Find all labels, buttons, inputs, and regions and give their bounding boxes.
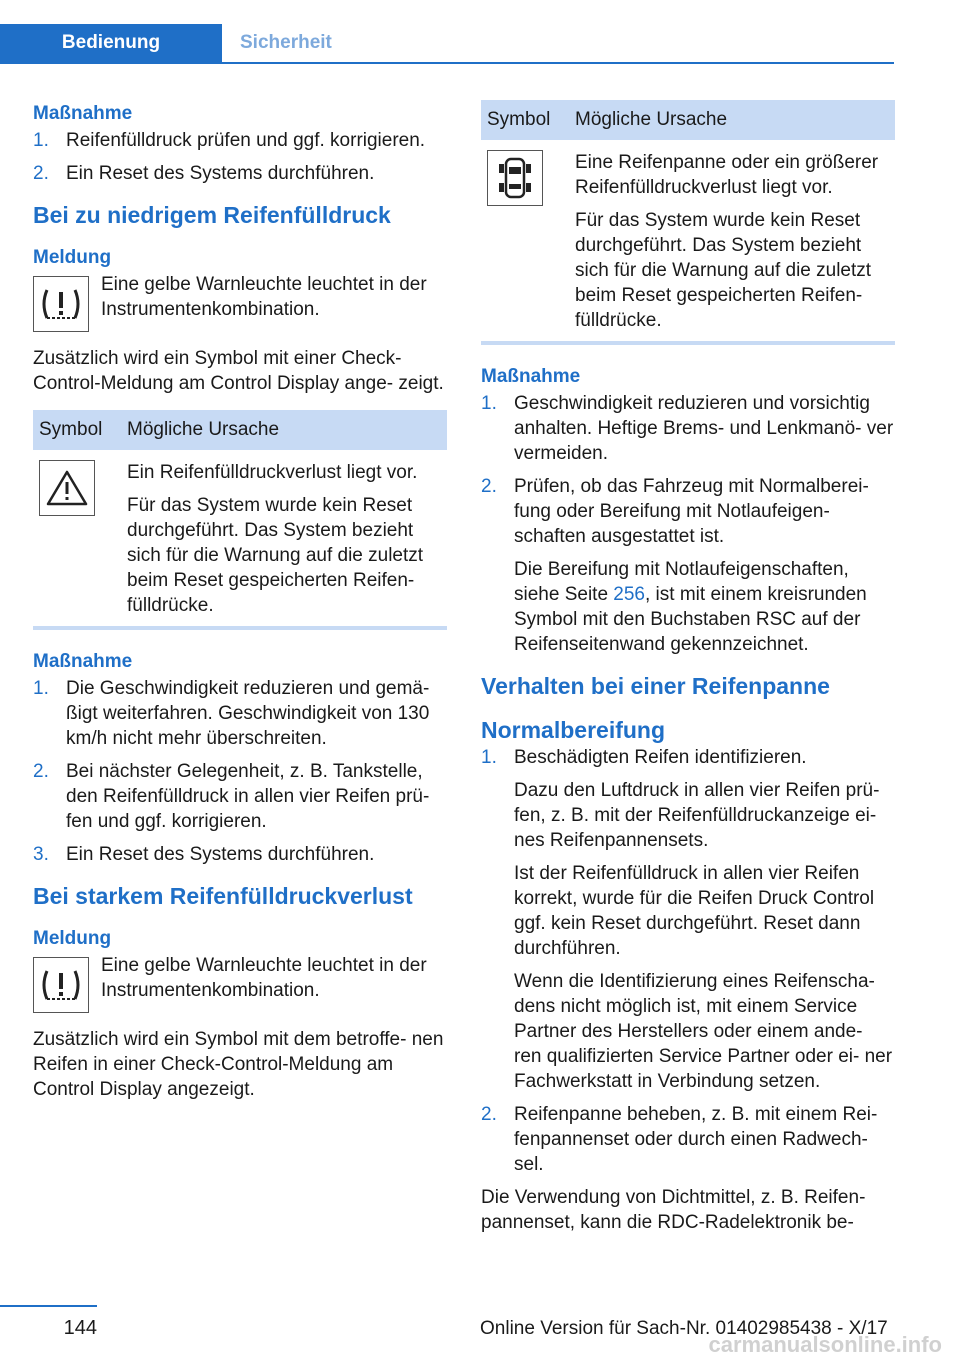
tire-pressure-warning-icon <box>33 276 89 332</box>
warning-text: Eine gelbe Warnleuchte leuchtet in der Instrumentenkombination. <box>101 955 427 1001</box>
car-tire-icon <box>487 150 543 206</box>
massnahme-steps <box>33 676 447 867</box>
step-number: 2. <box>33 163 49 184</box>
massnahme-label: Maßnahme <box>33 651 133 672</box>
normal-steps <box>481 745 895 1177</box>
list-item <box>481 745 895 1094</box>
step-subtext: Wenn die Identifizierung eines Reifenscha- dens nicht möglich ist, mit einem Service Partner des Herstellers oder einem ande- ren qualifizierten Service Partner oder ei- ner Fachwerkstatt in Verbindung setzen. <box>514 971 893 1092</box>
text-segment: , ist mit einem kreisrunden Symbol mit den Buchstaben RSC auf der Reifenseitenwand gekennzeichnet. <box>514 584 867 655</box>
step-text: Ein Reset des Systems durchführen. <box>66 844 375 865</box>
table-cell-text: Für das System wurde kein Reset durchgeführt. Das System bezieht sich für die Warnung auf die zuletzt beim Reset gespeicherten Reifen- fülldrücke. <box>575 210 872 331</box>
paragraph: Zusätzlich wird ein Symbol mit einer Check-Control-Meldung am Control Display ange- zeigt. <box>33 348 444 394</box>
footer-text: Online Version für Sach-Nr. 01402985438 - X/17 <box>480 1318 888 1339</box>
section-heading-low-pressure: Bei zu niedrigem Reifenfülldruck <box>33 202 391 228</box>
table-header-symbol: Symbol <box>33 410 121 450</box>
step-number: 1. <box>33 678 49 699</box>
step-subtext: Ist der Reifenfülldruck in allen vier Reifen korrekt, wurde für die Reifen Druck Control ggf. kein Reset durchgeführt. Reset dann durchführen. <box>514 863 875 959</box>
section-heading-strong-loss: Bei starkem Reifenfülldruckverlust <box>33 883 413 909</box>
text-segment: Die Bereifung mit Notlaufeigenschaften, siehe Seite <box>514 559 849 605</box>
step-text: Reifenfülldruck prüfen und ggf. korrigieren. <box>66 130 426 151</box>
chapter-tabs <box>0 24 894 64</box>
massnahme-steps <box>481 391 895 657</box>
section-heading-normal-tires: Normalbereifung <box>481 717 666 743</box>
list-item <box>481 474 895 657</box>
massnahme-steps <box>33 128 447 186</box>
list-item <box>33 161 447 186</box>
step-text: Beschädigten Reifen identifizieren. <box>514 747 807 768</box>
step-subtext: Dazu den Luftdruck in allen vier Reifen prü- fen, z. B. mit der Reifenfülldruckanzeige ei- nes Reifenpannensets. <box>514 780 880 851</box>
step-number: 2. <box>33 761 49 782</box>
step-text: Reifenpanne beheben, z. B. mit einem Rei- fenpannenset oder durch einen Radwech- sel. <box>514 1104 878 1175</box>
massnahme-label: Maßnahme <box>33 103 133 124</box>
table-cell-text: Für das System wurde kein Reset durchgeführt. Das System bezieht sich für die Warnung auf die zuletzt beim Reset gespeicherten Reifen- fülldrücke. <box>127 495 424 616</box>
step-text: Die Geschwindigkeit reduzieren und gemä- ßigt weiterfahren. Geschwindigkeit von 130 km/h nicht mehr überschreiten. <box>66 678 430 749</box>
step-text: Prüfen, ob das Fahrzeug mit Normalberei- fung oder Bereifung mit Notlaufeigen- schaften ausgestattet ist. <box>514 476 869 547</box>
list-item <box>481 391 895 466</box>
step-number: 1. <box>481 393 497 414</box>
left-column <box>33 100 447 1102</box>
table-cell-text: Eine Reifenpanne oder ein größerer Reifenfülldruckverlust liegt vor. <box>575 152 879 198</box>
warning-triangle-icon <box>39 460 95 516</box>
step-text: Bei nächster Gelegenheit, z. B. Tankstelle, den Reifenfülldruck in allen vier Reifen prü- fen und ggf. korrigieren. <box>66 761 430 832</box>
cause-table <box>33 410 447 630</box>
paragraph: Die Verwendung von Dichtmittel, z. B. Reifen- pannenset, kann die RDC-Radelektronik be- <box>481 1187 866 1233</box>
table-cell-text: Ein Reifenfülldruckverlust liegt vor. <box>127 462 418 483</box>
tire-pressure-warning-icon <box>33 957 89 1013</box>
step-number: 3. <box>33 844 49 865</box>
warning-text: Eine gelbe Warnleuchte leuchtet in der Instrumentenkombination. <box>101 274 427 320</box>
step-text: Geschwindigkeit reduzieren und vorsichtig anhalten. Heftige Brems- und Lenkmanö- ver vermeiden. <box>514 393 894 464</box>
table-header-cause: Mögliche Ursache <box>121 410 447 450</box>
tab-bedienung[interactable]: Bedienung <box>0 24 222 62</box>
massnahme-label: Maßnahme <box>481 366 581 387</box>
step-number: 1. <box>481 747 497 768</box>
list-item <box>33 842 447 867</box>
page-link-256[interactable]: 256 <box>613 584 645 605</box>
step-number: 2. <box>481 1104 497 1125</box>
watermark: carmanualsonline.info <box>708 1332 942 1357</box>
tab-sicherheit[interactable]: Sicherheit <box>240 32 332 53</box>
list-item <box>481 1102 895 1177</box>
paragraph: Zusätzlich wird ein Symbol mit dem betroffe- nen Reifen in einer Check-Control-Meldung am Control Display angezeigt. <box>33 1029 444 1100</box>
list-item <box>33 676 447 751</box>
step-subtext <box>514 557 895 657</box>
right-column <box>481 100 895 1235</box>
table-header-symbol: Symbol <box>481 100 569 140</box>
warning-light-row <box>33 272 447 332</box>
list-item <box>33 128 447 153</box>
meldung-label: Meldung <box>33 928 112 949</box>
meldung-label: Meldung <box>33 247 112 268</box>
section-heading-tire-failure: Verhalten bei einer Reifenpanne <box>481 673 830 699</box>
list-item <box>33 759 447 834</box>
step-text: Ein Reset des Systems durchführen. <box>66 163 375 184</box>
page-number: 144 <box>0 1305 97 1340</box>
step-number: 1. <box>33 130 49 151</box>
cause-table <box>481 100 895 345</box>
warning-light-row <box>33 953 447 1013</box>
table-header-cause: Mögliche Ursache <box>569 100 895 140</box>
step-number: 2. <box>481 476 497 497</box>
